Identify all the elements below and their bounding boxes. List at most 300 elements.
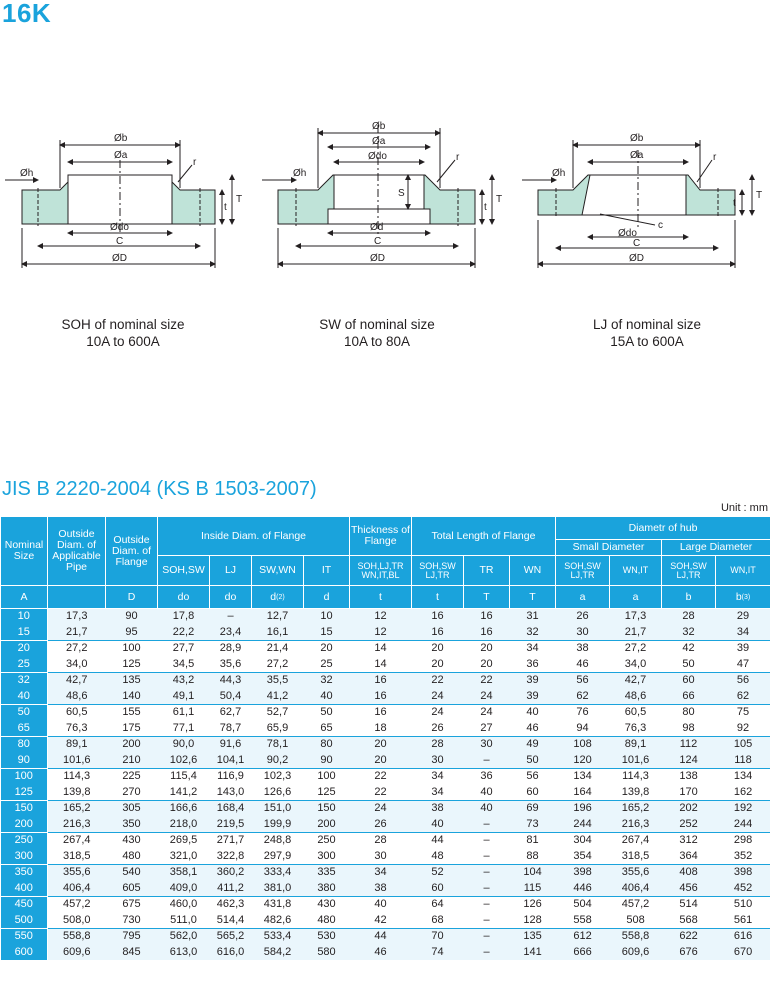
table-cell: 456 — [662, 881, 716, 897]
table-cell: 126 — [510, 897, 556, 913]
table-cell: 216,3 — [48, 817, 106, 833]
table-cell: 530 — [304, 929, 350, 945]
table-cell: 78,7 — [210, 721, 252, 737]
table-cell: 90 — [304, 753, 350, 769]
table-cell: 28 — [412, 737, 464, 753]
table-cell: 580 — [304, 945, 350, 961]
table-cell: 398 — [716, 865, 770, 881]
table-cell: 168,4 — [210, 801, 252, 817]
nominal-size-cell: 40 — [1, 689, 48, 705]
table-cell: 28 — [350, 833, 412, 849]
header-it: IT — [304, 556, 350, 586]
table-cell: 29 — [716, 609, 770, 625]
table-cell: – — [464, 833, 510, 849]
table-cell: 670 — [716, 945, 770, 961]
table-cell: 30 — [556, 625, 610, 641]
table-cell: 125 — [304, 785, 350, 801]
table-cell: 510 — [716, 897, 770, 913]
table-cell: 165,2 — [48, 801, 106, 817]
table-cell: 267,4 — [610, 833, 662, 849]
table-cell: 70 — [412, 929, 464, 945]
table-cell: 48 — [412, 849, 464, 865]
header-total-length: Total Length of Flange — [412, 517, 556, 556]
table-cell: 28,9 — [210, 641, 252, 657]
table-row — [1, 625, 770, 641]
symbol-cell: t — [350, 586, 412, 609]
nominal-size-cell: 20 — [1, 641, 48, 657]
table-cell: 613,0 — [158, 945, 210, 961]
table-cell: – — [210, 609, 252, 625]
table-cell: 14 — [350, 657, 412, 673]
table-cell: 676 — [662, 945, 716, 961]
table-cell: 151,0 — [252, 801, 304, 817]
table-row — [1, 801, 770, 817]
table-cell: 128 — [510, 913, 556, 929]
table-cell: 16 — [350, 673, 412, 689]
table-cell: 41,2 — [252, 689, 304, 705]
soh-label-b: Øb — [114, 133, 128, 144]
table-cell: 90 — [106, 609, 158, 625]
nominal-size-cell: 80 — [1, 737, 48, 753]
symbol-cell: $b^{(3)}$ — [716, 586, 770, 609]
table-cell: 202 — [662, 801, 716, 817]
table-cell: 134 — [716, 769, 770, 785]
table-cell: 90,0 — [158, 737, 210, 753]
table-cell: – — [464, 753, 510, 769]
nominal-size-cell: 100 — [1, 769, 48, 785]
table-cell: 16 — [412, 609, 464, 625]
table-cell: 101,6 — [610, 753, 662, 769]
symbol-row — [1, 586, 770, 609]
table-row — [1, 865, 770, 881]
table-cell: 16 — [412, 625, 464, 641]
table-cell: 20 — [412, 641, 464, 657]
table-row — [1, 689, 770, 705]
table-cell: 141,2 — [158, 785, 210, 801]
table-cell: 616,0 — [210, 945, 252, 961]
table-cell: 49,1 — [158, 689, 210, 705]
table-cell: 20 — [350, 753, 412, 769]
table-cell: 584,2 — [252, 945, 304, 961]
table-row — [1, 673, 770, 689]
table-cell: 80 — [662, 705, 716, 721]
header-lj: LJ — [210, 556, 252, 586]
table-cell: 30 — [464, 737, 510, 753]
soh-label-r: r — [193, 157, 197, 168]
sw-caption: SW of nominal size 10A to 80A — [319, 317, 435, 349]
table-cell: 26 — [412, 721, 464, 737]
table-row — [1, 609, 770, 625]
header-hub-small-2: WN,IT — [610, 556, 662, 586]
table-row — [1, 721, 770, 737]
table-cell: 31 — [510, 609, 556, 625]
symbol-cell: t — [412, 586, 464, 609]
table-cell: 26 — [556, 609, 610, 625]
table-cell: 26 — [350, 817, 412, 833]
table-cell: 248,8 — [252, 833, 304, 849]
table-cell: 34 — [412, 785, 464, 801]
table-cell: 562,0 — [158, 929, 210, 945]
table-cell: – — [464, 945, 510, 961]
table-cell: 312 — [662, 833, 716, 849]
table-cell: 42,7 — [48, 673, 106, 689]
table-cell: 609,6 — [48, 945, 106, 961]
table-cell: 22 — [464, 673, 510, 689]
table-cell: 143,0 — [210, 785, 252, 801]
table-cell: 561 — [716, 913, 770, 929]
table-cell: 196 — [556, 801, 610, 817]
table-cell: 511,0 — [158, 913, 210, 929]
table-cell: 38 — [556, 641, 610, 657]
nominal-size-cell: 25 — [1, 657, 48, 673]
table-cell: 271,7 — [210, 833, 252, 849]
table-cell: 200 — [304, 817, 350, 833]
table-row — [1, 817, 770, 833]
table-cell: 558 — [556, 913, 610, 929]
table-cell: 216,3 — [610, 817, 662, 833]
table-cell: 42 — [662, 641, 716, 657]
table-cell: 219,5 — [210, 817, 252, 833]
symbol-cell: a — [556, 586, 610, 609]
table-cell: 609,6 — [610, 945, 662, 961]
sw-label-c: C — [374, 236, 382, 247]
table-row — [1, 785, 770, 801]
soh-label-do: Ødo — [110, 222, 129, 233]
symbol-cell: do — [210, 586, 252, 609]
table-row — [1, 737, 770, 753]
table-cell: 16 — [464, 609, 510, 625]
table-cell: 139,8 — [48, 785, 106, 801]
table-cell: 56 — [556, 673, 610, 689]
table-cell: 62 — [556, 689, 610, 705]
table-cell: 50 — [510, 753, 556, 769]
header-small-diameter: Small Diameter — [556, 540, 662, 556]
table-cell: 210 — [106, 753, 158, 769]
table-cell: 321,0 — [158, 849, 210, 865]
table-cell: 94 — [556, 721, 610, 737]
table-cell: 65,9 — [252, 721, 304, 737]
table-cell: 139,8 — [610, 785, 662, 801]
table-cell: 21,7 — [610, 625, 662, 641]
table-cell: 46 — [350, 945, 412, 961]
nominal-size-cell: 550 — [1, 929, 48, 945]
table-cell: 480 — [106, 849, 158, 865]
table-cell: 34,0 — [48, 657, 106, 673]
header-nominal-size: Nominal Size — [1, 517, 48, 586]
header-hub: Diametr of hub — [556, 517, 770, 540]
table-cell: 355,6 — [48, 865, 106, 881]
table-cell: 135 — [106, 673, 158, 689]
sw-label-T: T — [496, 194, 503, 205]
table-cell: 175 — [106, 721, 158, 737]
table-cell: 381,0 — [252, 881, 304, 897]
header-hub-large-1: SOH,SW LJ,TR — [662, 556, 716, 586]
table-cell: – — [464, 913, 510, 929]
table-cell: 27,7 — [158, 641, 210, 657]
table-cell: 25 — [304, 657, 350, 673]
table-cell: 730 — [106, 913, 158, 929]
table-cell: 92 — [716, 721, 770, 737]
table-cell: 124 — [662, 753, 716, 769]
table-cell: 48,6 — [610, 689, 662, 705]
table-cell: 514,4 — [210, 913, 252, 929]
symbol-cell: a — [610, 586, 662, 609]
table-cell: 68 — [412, 913, 464, 929]
table-cell: 14 — [350, 641, 412, 657]
table-cell: 318,5 — [48, 849, 106, 865]
table-cell: 76 — [556, 705, 610, 721]
table-cell: 355,6 — [610, 865, 662, 881]
table-cell: 50,4 — [210, 689, 252, 705]
table-cell: 39 — [510, 689, 556, 705]
table-cell: 24 — [350, 801, 412, 817]
table-row — [1, 849, 770, 865]
symbol-cell: b — [662, 586, 716, 609]
table-cell: 134 — [556, 769, 610, 785]
table-row — [1, 705, 770, 721]
table-cell: 244 — [556, 817, 610, 833]
lj-label-do: Ødo — [618, 228, 637, 239]
header-thick-types: SOH,LJ,TR WN,IT,BL — [350, 556, 412, 586]
header-outside-flange: Outside Diam. of Flange — [106, 517, 158, 586]
table-cell: 23,4 — [210, 625, 252, 641]
table-row — [1, 833, 770, 849]
header-outside-pipe: Outside Diam. of Applicable Pipe — [48, 517, 106, 586]
sw-label-t: t — [484, 202, 487, 213]
lj-label-T: T — [756, 190, 763, 201]
nominal-size-cell: 450 — [1, 897, 48, 913]
table-cell: 50 — [304, 705, 350, 721]
table-cell: 38 — [412, 801, 464, 817]
symbol-cell: D — [106, 586, 158, 609]
table-cell: 34,5 — [158, 657, 210, 673]
table-cell: 78,1 — [252, 737, 304, 753]
table-cell: 100 — [304, 769, 350, 785]
table-row — [1, 881, 770, 897]
sw-label-a: Øa — [372, 136, 386, 147]
symbol-cell — [48, 586, 106, 609]
table-cell: 60,5 — [610, 705, 662, 721]
lj-label-C: C — [633, 238, 641, 249]
symbol-cell: d — [304, 586, 350, 609]
soh-label-T: T — [236, 194, 243, 205]
table-cell: 73 — [510, 817, 556, 833]
table-cell: 165,2 — [610, 801, 662, 817]
table-cell: 558,8 — [48, 929, 106, 945]
table-cell: 300 — [304, 849, 350, 865]
table-cell: 565,2 — [210, 929, 252, 945]
table-cell: 540 — [106, 865, 158, 881]
lj-label-r: r — [713, 152, 717, 163]
table-cell: – — [464, 817, 510, 833]
nominal-size-cell: 32 — [1, 673, 48, 689]
unit-label: Unit : mm — [720, 502, 768, 514]
table-cell: 252 — [662, 817, 716, 833]
table-cell: 89,1 — [48, 737, 106, 753]
table-cell: 192 — [716, 801, 770, 817]
table-cell: 76,3 — [610, 721, 662, 737]
table-cell: 75 — [716, 705, 770, 721]
header-hub-large-2: WN,IT — [716, 556, 770, 586]
table-cell: – — [464, 881, 510, 897]
page-title: 16K — [2, 0, 52, 28]
nominal-size-cell: 125 — [1, 785, 48, 801]
table-cell: 64 — [412, 897, 464, 913]
table-cell: 65 — [304, 721, 350, 737]
table-cell: 430 — [106, 833, 158, 849]
table-cell: 20 — [412, 657, 464, 673]
nominal-size-cell: 150 — [1, 801, 48, 817]
table-cell: 34,0 — [610, 657, 662, 673]
table-cell: 170 — [662, 785, 716, 801]
table-row — [1, 929, 770, 945]
table-cell: 34 — [716, 625, 770, 641]
nominal-size-cell: 200 — [1, 817, 48, 833]
table-cell: 60,5 — [48, 705, 106, 721]
table-cell: 30 — [412, 753, 464, 769]
table-cell: 568 — [662, 913, 716, 929]
table-cell: 24 — [412, 689, 464, 705]
table-cell: 22 — [412, 673, 464, 689]
table-cell: 102,3 — [252, 769, 304, 785]
table-cell: 108 — [556, 737, 610, 753]
table-cell: 24 — [464, 705, 510, 721]
table-cell: 22 — [350, 769, 412, 785]
table-cell: 457,2 — [48, 897, 106, 913]
lj-caption: LJ of nominal size 15A to 600A — [592, 317, 702, 349]
table-cell: 34 — [412, 769, 464, 785]
table-cell: 18 — [350, 721, 412, 737]
table-cell: 446 — [556, 881, 610, 897]
soh-label-a: Øa — [114, 150, 128, 161]
header-soh-sw: SOH,SW — [158, 556, 210, 586]
soh-label-t: t — [224, 202, 227, 213]
table-cell: 116,9 — [210, 769, 252, 785]
table-cell: 27 — [464, 721, 510, 737]
table-cell: 352 — [716, 849, 770, 865]
table-cell: 34 — [510, 641, 556, 657]
lj-label-a: Øa — [630, 150, 644, 161]
table-cell: 20 — [464, 641, 510, 657]
table-cell: 34 — [350, 865, 412, 881]
table-cell: 612 — [556, 929, 610, 945]
lj-label-c: c — [658, 220, 663, 231]
table-cell: 225 — [106, 769, 158, 785]
symbol-cell: T — [464, 586, 510, 609]
table-cell: 480 — [304, 913, 350, 929]
table-cell: 56 — [716, 673, 770, 689]
soh-label-c: C — [116, 236, 124, 247]
table-cell: 10 — [304, 609, 350, 625]
table-cell: 360,2 — [210, 865, 252, 881]
table-cell: – — [464, 865, 510, 881]
table-cell: 43,2 — [158, 673, 210, 689]
table-cell: 318,5 — [610, 849, 662, 865]
table-cell: 60 — [662, 673, 716, 689]
table-cell: 95 — [106, 625, 158, 641]
table-cell: 21,4 — [252, 641, 304, 657]
table-cell: 114,3 — [48, 769, 106, 785]
table-cell: 267,4 — [48, 833, 106, 849]
table-cell: 30 — [350, 849, 412, 865]
table-cell: 430 — [304, 897, 350, 913]
lj-label-h: Øh — [552, 168, 566, 179]
table-cell: 17,8 — [158, 609, 210, 625]
table-cell: 120 — [556, 753, 610, 769]
table-cell: 125 — [106, 657, 158, 673]
table-cell: 431,8 — [252, 897, 304, 913]
header-hub-small-1: SOH,SW LJ,TR — [556, 556, 610, 586]
header-inside-diam: Inside Diam. of Flange — [158, 517, 350, 556]
table-cell: 622 — [662, 929, 716, 945]
table-cell: 52,7 — [252, 705, 304, 721]
table-cell: 558,8 — [610, 929, 662, 945]
table-cell: 16 — [350, 689, 412, 705]
table-cell: 155 — [106, 705, 158, 721]
table-cell: 297,9 — [252, 849, 304, 865]
table-cell: 35,5 — [252, 673, 304, 689]
table-cell: 32 — [510, 625, 556, 641]
table-cell: 101,6 — [48, 753, 106, 769]
table-cell: 364 — [662, 849, 716, 865]
table-cell: 46 — [556, 657, 610, 673]
table-cell: 244 — [716, 817, 770, 833]
table-cell: 462,3 — [210, 897, 252, 913]
table-cell: 52 — [412, 865, 464, 881]
table-cell: 62,7 — [210, 705, 252, 721]
sw-label-r: r — [456, 152, 460, 163]
table-cell: 24 — [464, 689, 510, 705]
nominal-size-cell: 350 — [1, 865, 48, 881]
table-cell: 44 — [412, 833, 464, 849]
table-cell: 90,2 — [252, 753, 304, 769]
table-cell: 460,0 — [158, 897, 210, 913]
table-cell: 80 — [304, 737, 350, 753]
table-cell: 200 — [106, 737, 158, 753]
table-cell: 504 — [556, 897, 610, 913]
table-cell: 104,1 — [210, 753, 252, 769]
table-cell: 305 — [106, 801, 158, 817]
symbol-cell: T — [510, 586, 556, 609]
table-cell: 452 — [716, 881, 770, 897]
table-cell: 140 — [106, 689, 158, 705]
sw-label-d: Ød — [370, 222, 384, 233]
table-cell: 115,4 — [158, 769, 210, 785]
table-cell: – — [464, 929, 510, 945]
table-cell: 508 — [610, 913, 662, 929]
table-cell: 457,2 — [610, 897, 662, 913]
table-cell: 40 — [304, 689, 350, 705]
table-cell: 60 — [412, 881, 464, 897]
table-cell: 380 — [304, 881, 350, 897]
table-cell: 112 — [662, 737, 716, 753]
table-cell: 56 — [510, 769, 556, 785]
table-cell: 335 — [304, 865, 350, 881]
table-cell: 40 — [464, 785, 510, 801]
table-cell: 88 — [510, 849, 556, 865]
nominal-size-cell: 50 — [1, 705, 48, 721]
table-cell: 845 — [106, 945, 158, 961]
table-cell: 409,0 — [158, 881, 210, 897]
header-large-diameter: Large Diameter — [662, 540, 770, 556]
sw-label-b: Øb — [372, 121, 386, 132]
table-cell: 42 — [350, 913, 412, 929]
nominal-size-cell: 10 — [1, 609, 48, 625]
table-cell: 77,1 — [158, 721, 210, 737]
table-row — [1, 913, 770, 929]
sw-label-do: Ødo — [368, 151, 387, 162]
table-cell: 20 — [304, 641, 350, 657]
